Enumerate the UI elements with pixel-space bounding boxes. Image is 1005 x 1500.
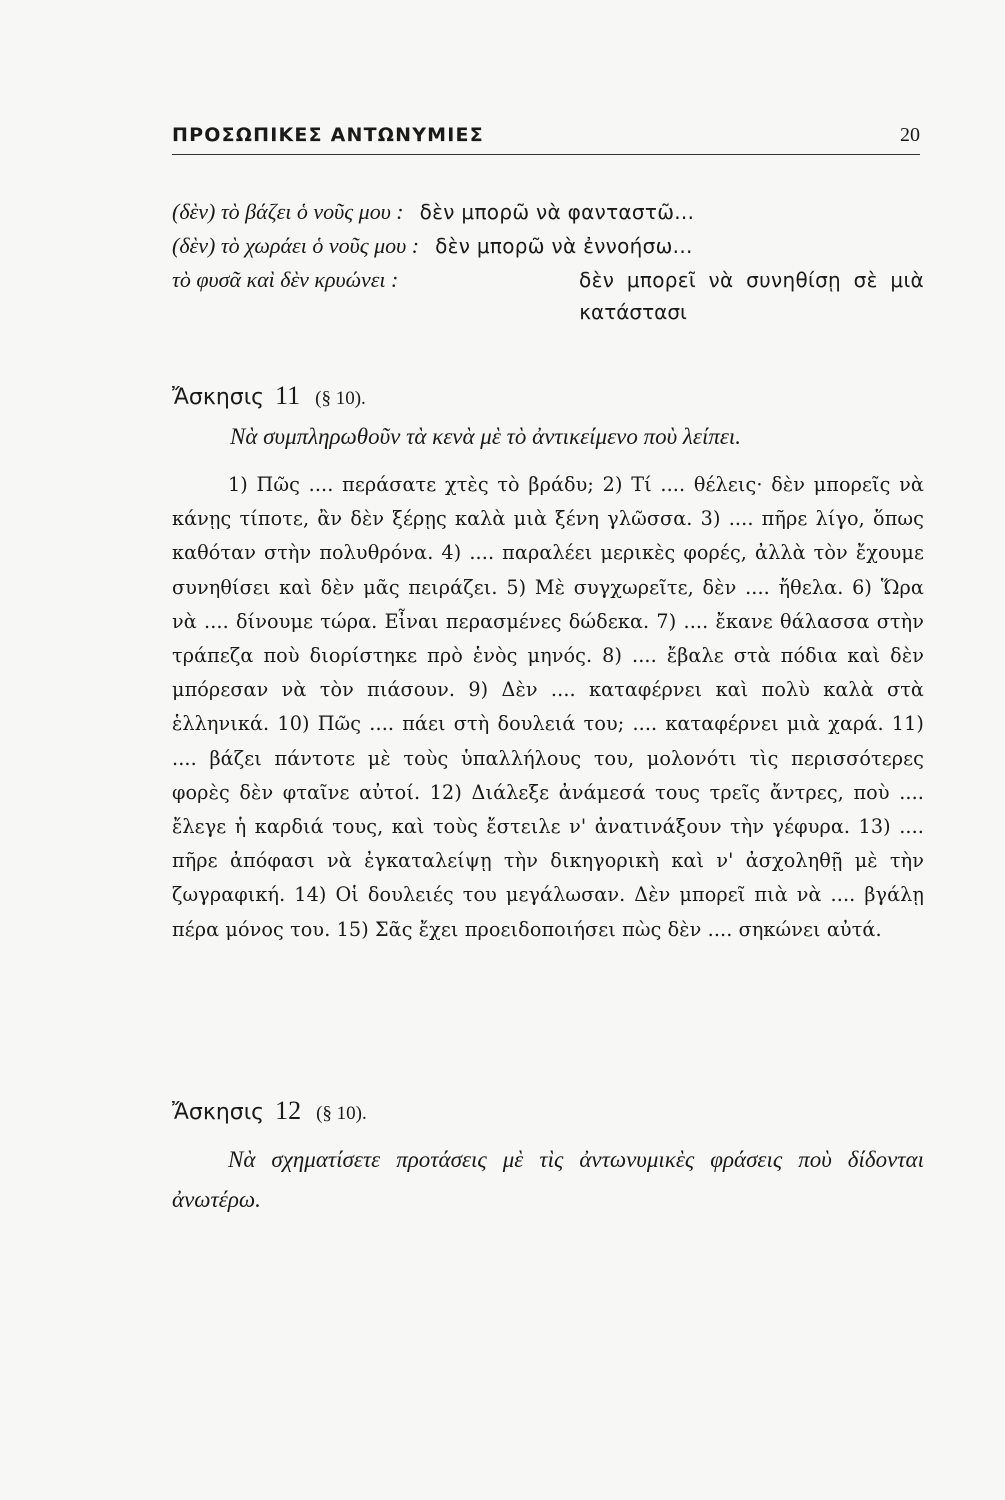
- definition-continuation: κατάστασι: [579, 300, 687, 324]
- definition-row: [172, 229, 924, 263]
- definition-row: [172, 195, 924, 229]
- section-reference: (§ 10).: [316, 1103, 367, 1124]
- exercise-word: Ἄσκησις: [172, 385, 265, 410]
- chapter-title: ΠΡΟΣΩΠΙΚΕΣ ΑΝΤΩΝΥΜΙΕΣ: [172, 124, 484, 146]
- definition-meaning: δὲν μπορῶ νὰ φανταστῶ...: [419, 200, 695, 224]
- page-number: 20: [900, 124, 920, 146]
- exercise-11-heading: [172, 381, 366, 411]
- exercise-11-text: 1) Πῶς .... περάσατε χτὲς τὸ βράδυ; 2) Τί .... θέλεις· δὲν μπορεῖς νὰ κάνῃς τίποτε, ἂν δὲν ξέρῃς καλὰ μιὰ ξένη γλῶσσα. 3) .... πῆρε λίγο, ὅπως καθόταν στὴν πολυθρόνα. 4) .... παραλέει μερικὲς φορές, ἀλλὰ τὸν ἔχουμε συνηθίσει καὶ δὲν μᾶς πειράζει. 5) Μὲ συγχωρεῖτε, δὲν .... ἤθελα. 6) Ὥρα νὰ .... δίνουμε τώρα. Εἶναι περασμένες δώδεκα. 7) .... ἔκανε θάλασσα στὴν τράπεζα ποὺ διορίστηκε πρὸ ἑνὸς μηνός. 8) .... ἔβαλε στὰ πόδια καὶ δὲν μπόρεσαν νὰ τὸν πιάσουν. 9) Δὲν .... καταφέρνει καὶ πολὺ καλὰ στὰ ἑλληνικά. 10) Πῶς .... πάει στὴ δουλειά του; .... καταφέρνει μιὰ χαρά. 11) .... βάζει πάντοτε μὲ τοὺς ὑπαλλήλους του, μολονότι τὶς περισσότερες φορὲς δὲν φταῖνε αὐτοί. 12) Διάλεξε ἀνάμεσά τους τρεῖς ἄντρες, ποὺ .... ἔλεγε ἡ καρδιά τους, καὶ τοὺς ἔστειλε ν' ἀνατινάξουν τὴν γέφυρα. 13) .... πῆρε ἀπόφασι νὰ ἐγκαταλείψῃ τὴν δικηγορικὴ καὶ ν' ἀσχοληθῇ μὲ τὴν ζωγραφική. 14) Οἱ δουλειές του μεγάλωσαν. Δὲν μπορεῖ πιὰ νὰ .... βγάλῃ πέρα μόνος του. 15) Σᾶς ἔχει προειδοποιήσει πὼς δὲν .... σηκώνει αὐτά.: [172, 473, 924, 941]
- definition-meaning: δὲν μπορεῖ νὰ συνηθίσῃ σὲ μιὰ: [579, 268, 924, 292]
- definition-expression: τὸ φυσᾶ καὶ δὲν κρυώνει :: [172, 267, 399, 292]
- running-header: [172, 124, 920, 155]
- definition-meaning: δὲν μπορῶ νὰ ἐννοήσω...: [435, 234, 693, 258]
- phrase-definitions: [172, 195, 924, 327]
- section-reference: (§ 10).: [315, 388, 366, 409]
- exercise-word: Ἄσκησις: [172, 1100, 265, 1125]
- definition-expression: (δὲν) τὸ χωράει ὁ νοῦς μου :: [172, 233, 420, 258]
- definition-row: [172, 263, 924, 297]
- exercise-number: 11: [275, 381, 301, 410]
- exercise-number: 12: [275, 1096, 302, 1125]
- exercise-11-instruction: Νὰ συμπληρωθοῦν τὰ κενὰ μὲ τὸ ἀντικείμενο ποὺ λείπει.: [230, 424, 742, 449]
- exercise-12-instruction: Νὰ σχηματίσετε προτάσεις μὲ τὶς ἀντωνυμικὲς φράσεις ποὺ δίδονται ἀνωτέρω.: [172, 1147, 924, 1212]
- definition-expression: (δὲν) τὸ βάζει ὁ νοῦς μου :: [172, 199, 404, 224]
- exercise-12-heading: [172, 1096, 367, 1126]
